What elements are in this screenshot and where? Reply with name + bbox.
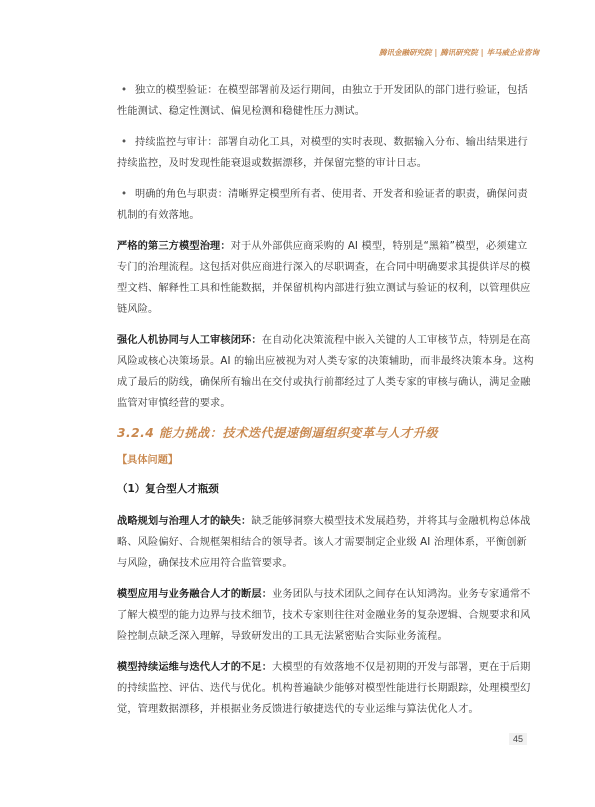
paragraph-text: 大模型的有效落地不仅是初期的开发与部署，更在于后期的持续监控、评估、迭代与优化。机构普遍缺少能够对模型性能进行长期跟踪，处理模型幻觉，管理数据漂移，并根据业务反馈进行敏捷迭代的专业运维与算法优化人才。 bbox=[117, 662, 531, 715]
paragraph-text: 缺乏能够洞察大模型技术发展趋势，并将其与金融机构总体战略、风险偏好、合规框架相结合的领导者。该人才需要制定企业级 AI 治理体系，平衡创新与风险，确保技术应用符合监管要求。 bbox=[117, 516, 531, 569]
page-header bbox=[379, 47, 539, 58]
bullet-dot-icon: • bbox=[121, 85, 128, 96]
paragraph-lead: 战略规划与治理人才的缺失： bbox=[117, 516, 252, 527]
paragraph-lead: 模型持续运维与迭代人才的不足： bbox=[117, 662, 273, 673]
bullet-item bbox=[117, 80, 537, 122]
paragraph-text: 业务团队与技术团队之间存在认知鸿沟。业务专家通常不了解大模型的能力边界与技术细节，技术专家则往往对金融业务的复杂逻辑、合规要求和风险控制点缺乏深入理解，导致研发出的工具无法紧密贴合实际业务流程。 bbox=[117, 589, 531, 642]
bullet-dot-icon: • bbox=[121, 137, 128, 148]
bullet-item bbox=[117, 184, 537, 226]
paragraph-lead: 严格的第三方模型治理： bbox=[117, 241, 231, 252]
paragraph bbox=[117, 330, 537, 414]
paragraph bbox=[117, 584, 537, 647]
paragraph bbox=[117, 236, 537, 320]
paragraph bbox=[117, 511, 537, 574]
bullet-dot-icon: • bbox=[121, 189, 128, 200]
bullet-item bbox=[117, 132, 537, 174]
section-title: 3.2.4 能力挑战：技术迭代提速倒逼组织变革与人才升级 bbox=[117, 426, 439, 440]
issue-tag: 【具体问题】 bbox=[117, 455, 179, 466]
paragraph-lead: 强化人机协同与人工审核闭环： bbox=[117, 335, 262, 346]
header-separator: | bbox=[480, 48, 484, 57]
header-org-2: 腾讯研究院 bbox=[440, 48, 478, 57]
page-number: 45 bbox=[509, 733, 527, 745]
header-org-1: 腾讯金融研究院 bbox=[379, 48, 432, 57]
paragraph bbox=[117, 657, 537, 720]
main-content bbox=[117, 80, 537, 730]
bullet-text: 持续监控与审计：部署自动化工具，对模型的实时表现、数据输入分布、输出结果进行持续监控，及时发现性能衰退或数据漂移，并保留完整的审计日志。 bbox=[117, 137, 528, 169]
bullet-text: 独立的模型验证：在模型部署前及运行期间，由独立于开发团队的部门进行验证，包括性能测试、稳定性测试、偏见检测和稳健性压力测试。 bbox=[117, 85, 528, 117]
paragraph-text: 在自动化决策流程中嵌入关键的人工审核节点，特别是在高风险或核心决策场景。AI 的输出应被视为对人类专家的决策辅助，而非最终决策本身。这构成了最后的防线，确保所有输出在交付或执行前都经过了人类专家的审核与确认，满足金融监管对审慎经营的要求。 bbox=[117, 335, 534, 409]
paragraph-text: 对于从外部供应商采购的 AI 模型，特别是“黑箱”模型，必须建立专门的治理流程。这包括对供应商进行深入的尽职调查，在合同中明确要求其提供详尽的模型文档、解释性工具和性能数据，并保留机构内部进行独立测试与验证的权利，以管理供应链风险。 bbox=[117, 241, 531, 315]
paragraph-lead: 模型应用与业务融合人才的断层： bbox=[117, 589, 273, 600]
header-separator: | bbox=[434, 48, 438, 57]
header-org-3: 毕马威企业咨询 bbox=[486, 48, 539, 57]
bullet-text: 明确的角色与职责：清晰界定模型所有者、使用者、开发者和验证者的职责，确保问责机制的有效落地。 bbox=[117, 189, 528, 221]
subsection-heading: （1）复合型人才瓶颈 bbox=[117, 483, 219, 495]
